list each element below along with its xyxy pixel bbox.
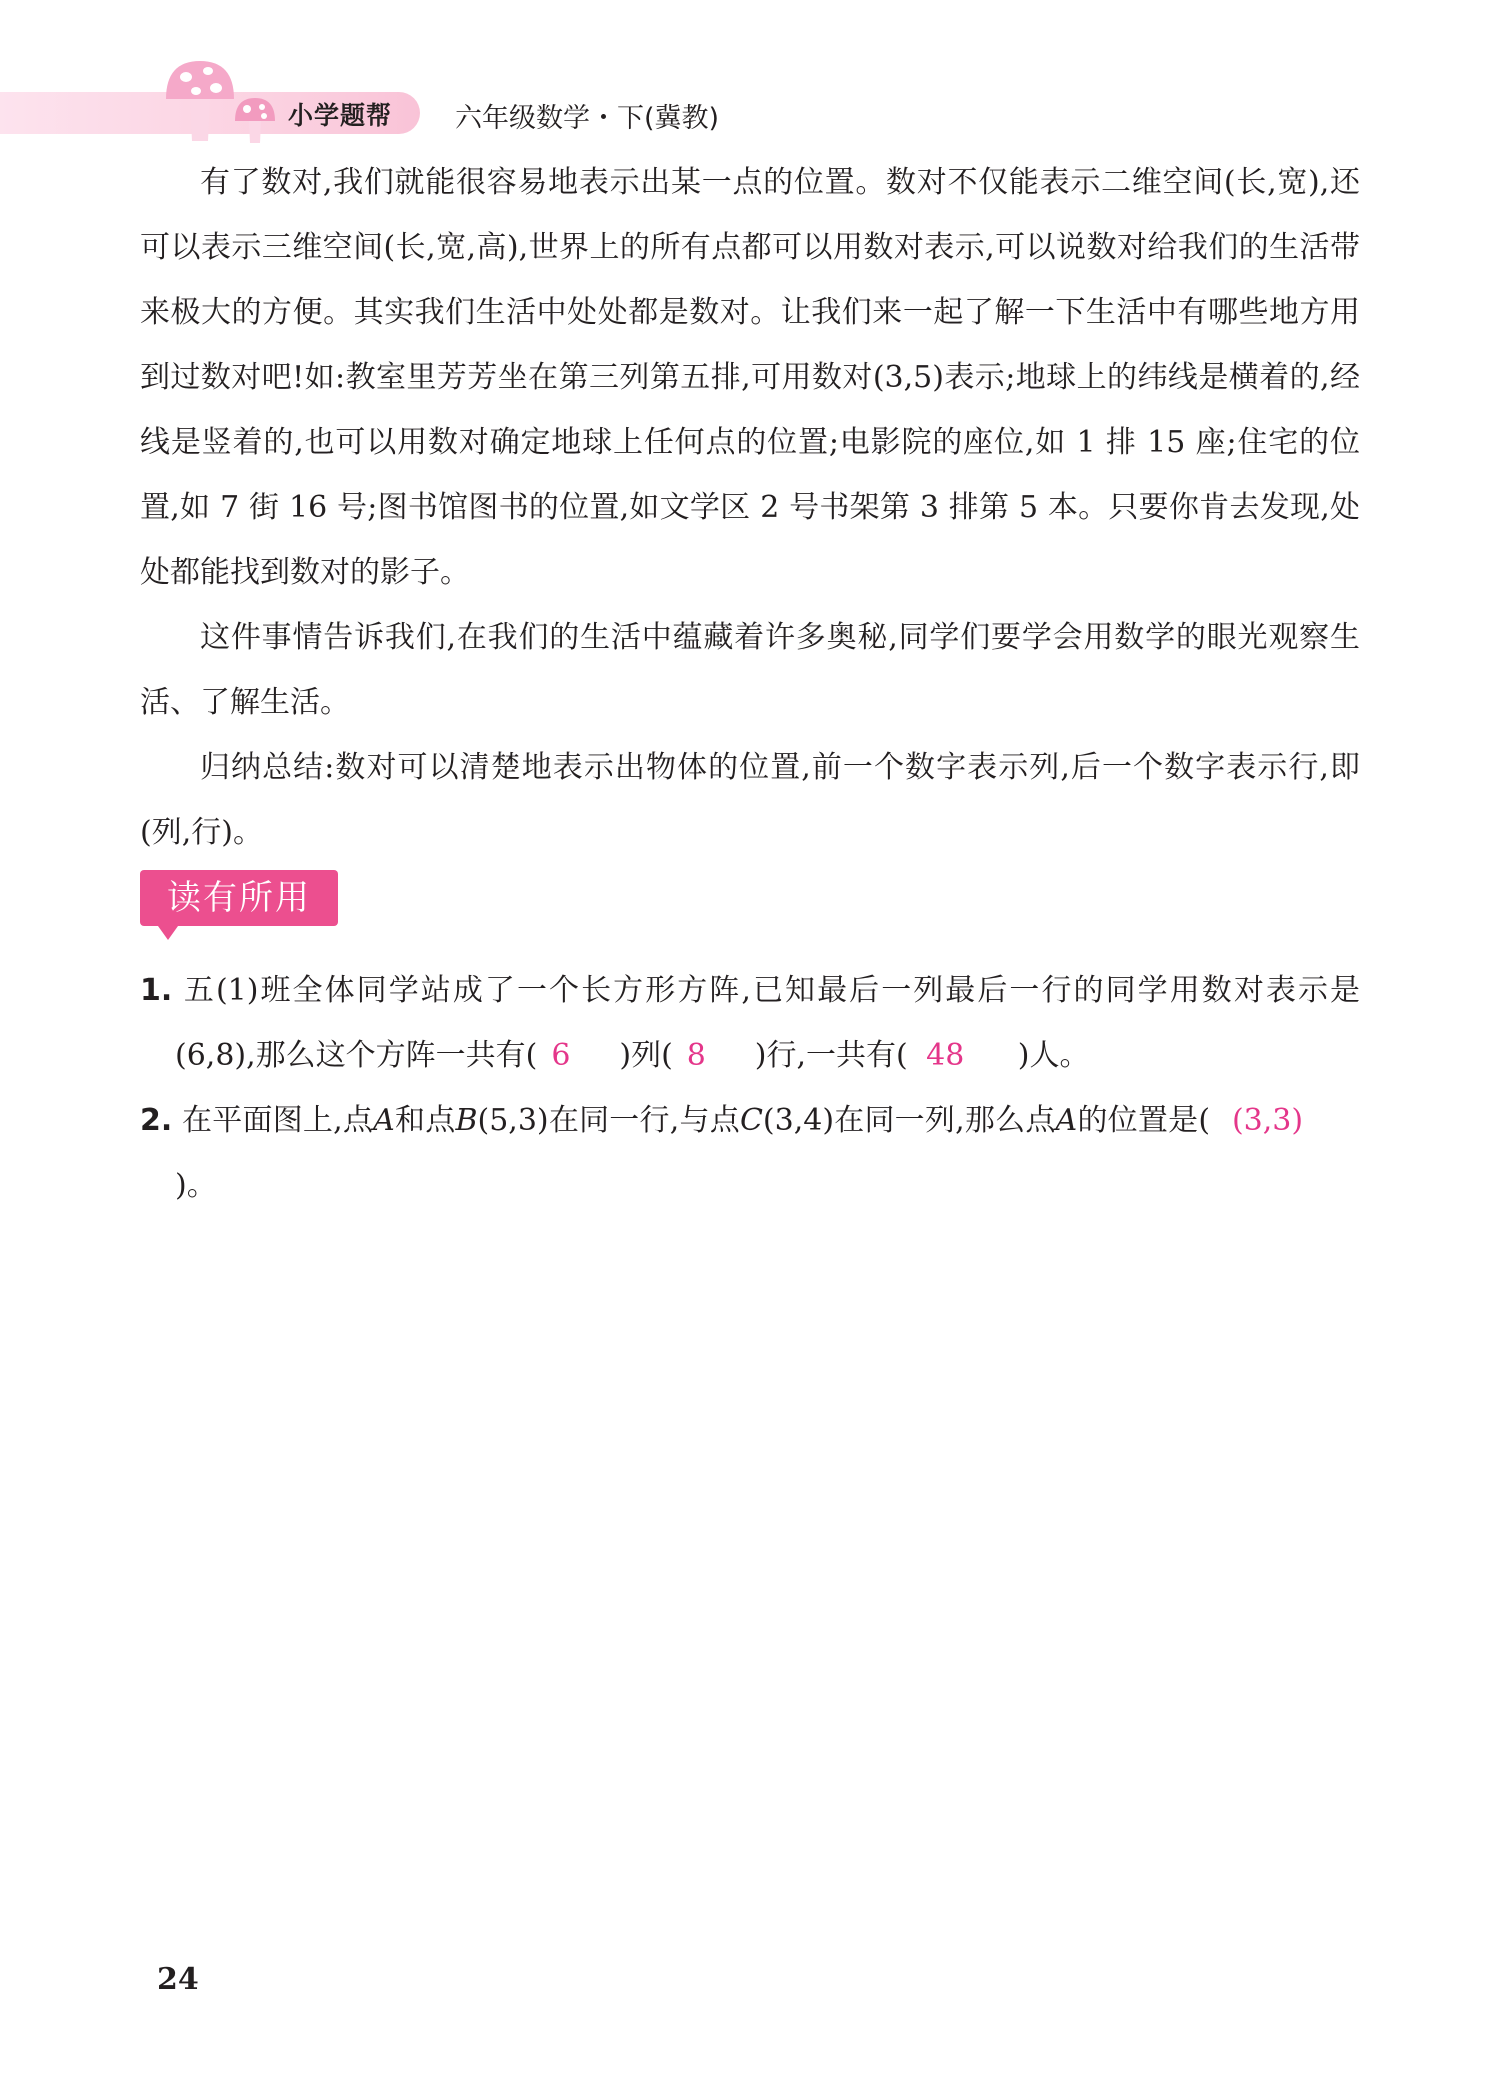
q2-text-c: (5,3)在同一行,与点: [477, 1103, 740, 1138]
q1-text-a: 五(1)班全体同学站成了一个长方形方阵,已知最后一列最后一行的同学用数对表示是(6,8),那么这个方阵一共有(: [175, 973, 1361, 1073]
q1-answer-columns: 6: [551, 1038, 571, 1073]
q2-text-a: 在平面图上,点: [182, 1103, 374, 1138]
body-text: [140, 150, 1360, 865]
q1-text-c: )行,一共有(: [754, 1038, 908, 1073]
point-c-label: C: [739, 1103, 763, 1138]
page-number: 24: [157, 1962, 199, 1997]
q1-text-d: )人。: [1017, 1038, 1090, 1073]
section-tag: [140, 870, 338, 926]
point-a-label: A: [373, 1103, 395, 1138]
q2-text-e: 的位置是(: [1077, 1103, 1211, 1138]
point-b-label: B: [455, 1103, 478, 1138]
section-title: 读有所用: [167, 878, 311, 918]
question-number: 1.: [140, 973, 173, 1008]
paragraph-1: 有了数对,我们就能很容易地表示出某一点的位置。数对不仅能表示二维空间(长,宽),还可以表示三维空间(长,宽,高),世界上的所有点都可以用数对表示,可以说数对给我们的生活带来极大的方便。其实我们生活中处处都是数对。让我们来一起了解一下生活中有哪些地方用到过数对吧!如:教室里芳芳坐在第三列第五排,可用数对(3,5)表示;地球上的纬线是横着的,经线是竖着的,也可以用数对确定地球上任何点的位置;电影院的座位,如 1 排 15 座;住宅的位置,如 7 街 16 号;图书馆图书的位置,如文学区 2 号书架第 3 排第 5 本。只要你肯去发现,处处都能找到数对的影子。: [140, 165, 1360, 590]
q2-text-b: 和点: [394, 1103, 456, 1138]
small-mushroom-icon: [232, 95, 278, 145]
q1-text-b: )列(: [619, 1038, 673, 1073]
exercise-list: [140, 958, 1360, 1218]
question-2: [140, 1088, 1360, 1218]
point-a-label: A: [1055, 1103, 1078, 1138]
paragraph-3: 归纳总结:数对可以清楚地表示出物体的位置,前一个数字表示列,后一个数字表示行,即(列,行)。: [140, 750, 1360, 850]
q2-text-f: )。: [175, 1168, 217, 1203]
q2-answer: (3,3): [1231, 1103, 1304, 1138]
header-book-title: 六年级数学・下(冀教): [455, 103, 720, 134]
q1-answer-total: 48: [926, 1038, 965, 1073]
q1-answer-rows: 8: [686, 1038, 706, 1073]
paragraph-2: 这件事情告诉我们,在我们的生活中蕴藏着许多奥秘,同学们要学会用数学的眼光观察生活、了解生活。: [140, 620, 1360, 720]
q2-text-d: (3,4)在同一列,那么点: [762, 1103, 1056, 1138]
question-number: 2.: [140, 1103, 173, 1138]
header-brand: 小学题帮: [288, 101, 393, 130]
mushroom-icon: [160, 55, 240, 145]
question-1: [140, 958, 1360, 1088]
